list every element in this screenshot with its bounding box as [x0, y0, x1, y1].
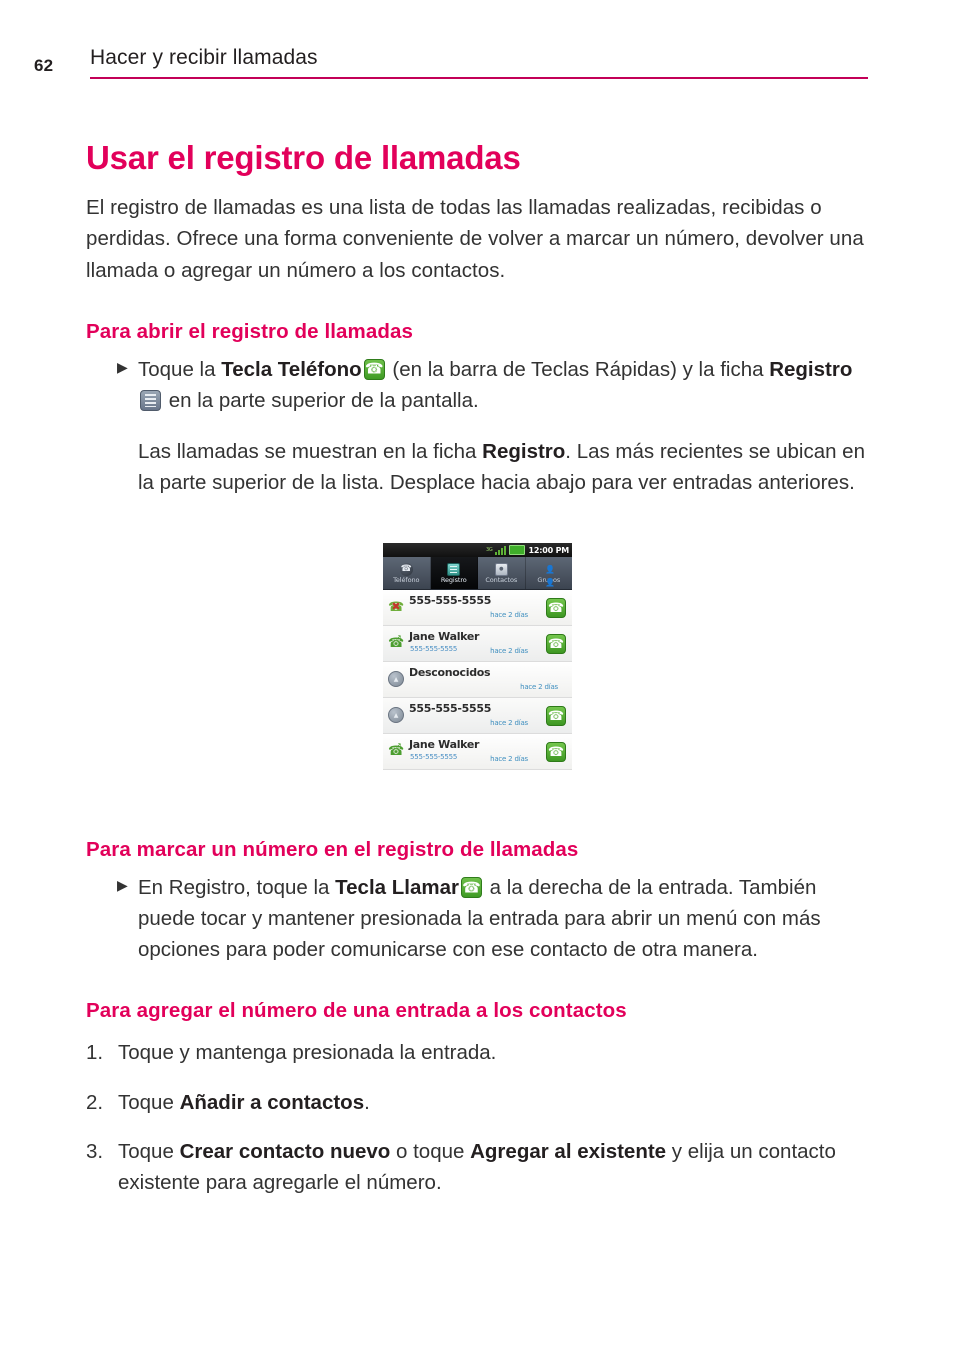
- call-entry-number: 555-555-5555: [410, 645, 458, 653]
- sub-para-part1: Las llamadas se muestran en la ficha: [138, 440, 483, 464]
- bullet2-part1: En Registro, toque la: [138, 876, 336, 899]
- call-entry-number: 555-555-5555: [410, 753, 458, 761]
- call-entry-name: Desconocidos: [409, 666, 491, 679]
- tab-telefono[interactable]: [383, 557, 431, 589]
- tab-registro-label: Registro: [440, 575, 467, 584]
- call-log-row[interactable]: [383, 734, 572, 770]
- step-number: 2.: [86, 1090, 104, 1114]
- call-log-row[interactable]: [383, 662, 572, 698]
- sub-paragraph-registro: [138, 436, 876, 498]
- page-title: Usar el registro de llamadas: [86, 139, 521, 176]
- tab-grupos[interactable]: [526, 557, 573, 589]
- bullet-text: [138, 876, 821, 961]
- call-button[interactable]: [546, 598, 566, 618]
- tab-grupos-label: Grupos: [537, 575, 561, 584]
- network-3g-label: 3G: [486, 546, 493, 553]
- outgoing-call-icon: [388, 707, 404, 723]
- call-button[interactable]: [546, 742, 566, 762]
- bold-tecla-llamar: Tecla Llamar: [335, 876, 459, 899]
- step-text-part1: Toque: [118, 1090, 180, 1114]
- call-entry-time: hace 2 días: [520, 683, 558, 691]
- bullet-text-part2: (en la barra de Teclas Rápidas) y la ficha: [386, 357, 770, 381]
- page-number: 62: [34, 56, 54, 75]
- bullet-text-part3: en la parte superior de la pantalla.: [163, 388, 479, 412]
- call-button[interactable]: [546, 706, 566, 726]
- page-content-lower: [86, 838, 876, 1216]
- sub-para-part2: . Las más recientes se ubican en la parte superior de la lista. Desplace hacia abajo para ver entradas anteriores.: [138, 440, 865, 495]
- step-number: 3.: [86, 1139, 104, 1163]
- tab-telefono-label: Teléfono: [393, 575, 420, 584]
- step-text-part2: .: [364, 1090, 370, 1114]
- bullet-text: [138, 358, 852, 412]
- registro-list-icon: [140, 390, 161, 411]
- step-number: 1.: [86, 1041, 104, 1065]
- page-content: [86, 140, 876, 498]
- bold-registro-2: Registro: [482, 440, 566, 464]
- bullet-item-marcar-numero: [117, 872, 876, 965]
- bullet-marker-icon: ▶: [117, 877, 128, 893]
- tab-contactos-label: Contactos: [485, 575, 518, 584]
- incoming-call-icon: [388, 743, 404, 759]
- intro-paragraph: El registro de llamadas es una lista de todas las llamadas realizadas, recibidas o perdidas. Ofrece una forma conveniente de volver a marcar un número, devolver una llamada o agregar un número a los contactos.: [86, 196, 864, 282]
- battery-icon: [509, 545, 525, 555]
- missed-call-icon: [388, 599, 404, 615]
- step-text-part1: Toque: [118, 1139, 180, 1163]
- contact-card-icon: [495, 563, 508, 576]
- phone-green-icon: [364, 359, 385, 380]
- bold-agregar-al-existente: Agregar al existente: [470, 1139, 667, 1163]
- call-button[interactable]: [546, 634, 566, 654]
- bold-crear-contacto-nuevo: Crear contacto nuevo: [179, 1139, 391, 1163]
- list-item: [86, 1136, 876, 1198]
- step-text-mid: o toque: [390, 1139, 471, 1163]
- phone-screenshot-figure: [383, 543, 572, 821]
- people-icon: [542, 563, 555, 576]
- bullet-text-part1: Toque la: [138, 357, 222, 381]
- call-log-row[interactable]: [383, 698, 572, 734]
- page-header: [0, 46, 954, 86]
- section-heading-agregar-contacto: Para agregar el número de una entrada a los contactos: [86, 999, 627, 1023]
- call-entry-name: Jane Walker: [409, 738, 480, 751]
- call-entry-time: hace 2 días: [490, 755, 528, 763]
- call-log-list: [383, 590, 572, 821]
- call-entry-time: hace 2 días: [490, 719, 528, 727]
- step-text: Toque y mantenga presionada la entrada.: [118, 1041, 497, 1065]
- step-text-part2: y elija un contacto existente para agregarle el número.: [118, 1139, 836, 1194]
- incoming-call-icon: [388, 635, 404, 651]
- call-entry-name: Jane Walker: [409, 630, 480, 643]
- section-heading-abrir-registro: Para abrir el registro de llamadas: [86, 319, 413, 343]
- list-item: [86, 1037, 876, 1068]
- list-item: [86, 1087, 876, 1118]
- call-entry-name: 555-555-5555: [409, 594, 492, 607]
- call-log-row[interactable]: [383, 626, 572, 662]
- bullet2-part2: a la derecha de la entrada. También puede tocar y mantener presionada la entrada para abrir un menú con más opciones para poder comunicarse con ese contacto de otra manera.: [138, 876, 821, 962]
- phone-icon: [400, 563, 413, 576]
- list-icon: [447, 563, 460, 576]
- numbered-steps-list: [86, 1037, 876, 1198]
- call-entry-time: hace 2 días: [490, 647, 528, 655]
- header-divider-rule: [90, 77, 868, 79]
- bullet-marker-icon: ▶: [117, 358, 128, 375]
- tab-registro[interactable]: [431, 557, 479, 589]
- outgoing-call-icon: [388, 671, 404, 687]
- phone-tab-bar: [383, 557, 572, 590]
- bold-tecla-telefono: Tecla Teléfono: [221, 357, 362, 381]
- call-log-empty-area: [383, 770, 572, 821]
- status-bar-clock: 12:00 PM: [528, 545, 569, 555]
- signal-strength-icon: [494, 546, 506, 555]
- call-entry-name: 555-555-5555: [409, 702, 492, 715]
- bold-registro: Registro: [769, 357, 853, 381]
- tab-contactos[interactable]: [478, 557, 526, 589]
- bullet-item-abrir-registro: [117, 354, 876, 416]
- call-entry-time: hace 2 días: [490, 611, 528, 619]
- running-header-title: Hacer y recibir llamadas: [90, 46, 318, 69]
- phone-status-bar: [383, 543, 572, 557]
- call-log-row[interactable]: [383, 590, 572, 626]
- phone-green-icon: [461, 877, 482, 898]
- bold-anadir-a-contactos: Añadir a contactos: [179, 1090, 365, 1114]
- section-heading-marcar-numero: Para marcar un número en el registro de llamadas: [86, 838, 579, 861]
